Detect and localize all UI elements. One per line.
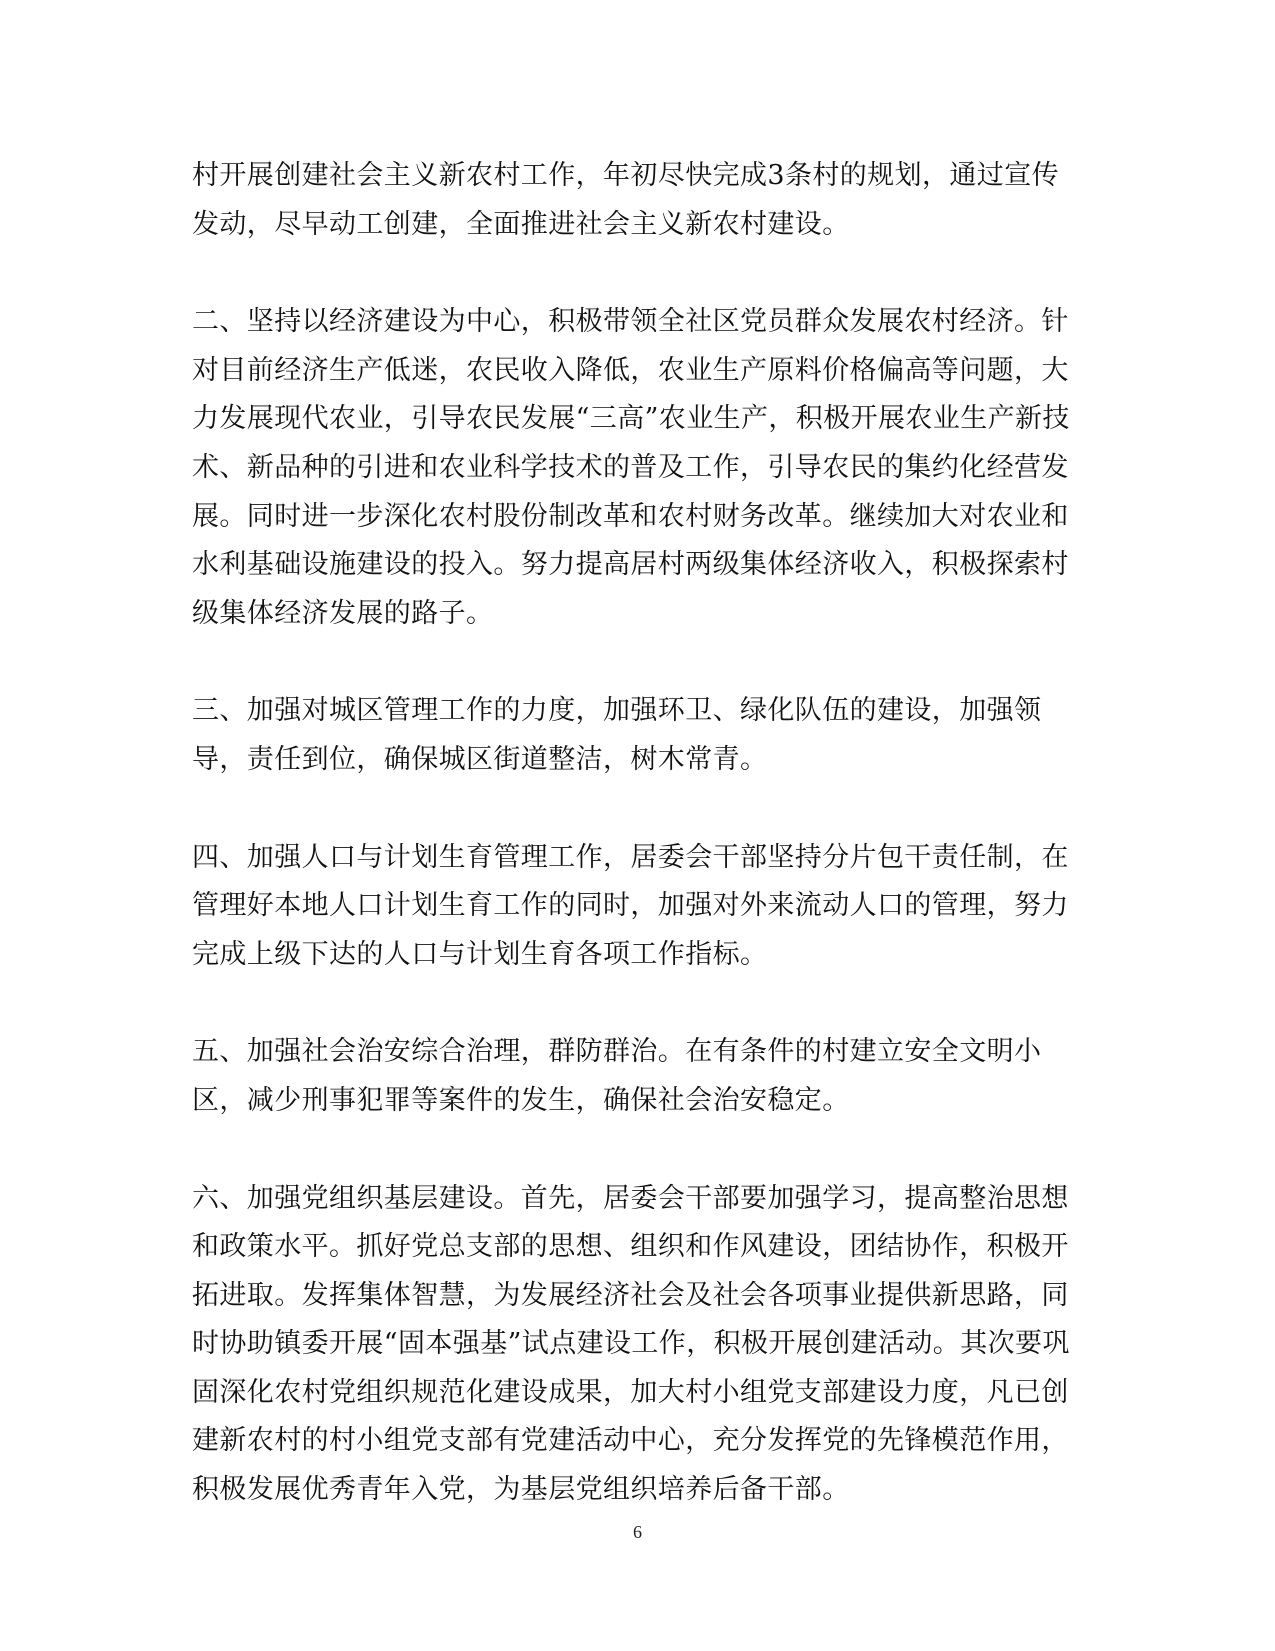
paragraph-economic-development: 二、坚持以经济建设为中心，积极带领全社区党员群众发展农村经济。针对目前经济生产低迷，农民收入降低，农业生产原料价格偏高等问题，大力发展现代农业，引导农民发展“三高”农业生产，积极开展农业生产新技术、新品种的引进和农业科学技术的普及工作，引导农民的集约化经营发展。同时进一步深化农村股份制改革和农村财务改革。继续加大对农业和水利基础设施建设的投入。努力提高居村两级集体经济收入，积极探索村级集体经济发展的路子。 xyxy=(192,306,1070,629)
page-number: 6 xyxy=(633,1522,642,1542)
paragraph-family-planning: 四、加强人口与计划生育管理工作，居委会干部坚持分片包干责任制，在管理好本地人口计划生育工作的同时，加强对外来流动人口的管理，努力完成上级下达的人口与计划生育各项工作指标。 xyxy=(192,841,1069,970)
paragraph-urban-management: 三、加强对城区管理工作的力度，加强环卫、绿化队伍的建设，加强领导，责任到位，确保城区街道整洁，树木常青。 xyxy=(192,695,1042,775)
paragraph-party-organization: 六、加强党组织基层建设。首先，居委会干部要加强学习，提高整治思想和政策水平。抓好党总支部的思想、组织和作风建设，团结协作，积极开拓进取。发挥集体智慧，为发展经济社会及社会各项事业提供新思路，同时协助镇委开展“固本强基”试点建设工作，积极开展创建活动。其次要巩固深化农村党组织规范化建设成果，加大村小组党支部建设力度，凡已创建新农村的村小组党支部有党建活动中心，充分发挥党的先锋模范作用，积极发展优秀青年入党，为基层党组织培养后备干部。 xyxy=(192,1182,1070,1506)
document-body xyxy=(192,152,1072,1515)
paragraph-public-security: 五、加强社会治安综合治理，群防群治。在有条件的村建立安全文明小区，减少刑事犯罪等案件的发生，确保社会治安稳定。 xyxy=(192,1036,1042,1116)
paragraph-village-construction: 村开展创建社会主义新农村工作，年初尽快完成3条村的规划，通过宣传发动，尽早动工创建，全面推进社会主义新农村建设。 xyxy=(192,160,1059,240)
